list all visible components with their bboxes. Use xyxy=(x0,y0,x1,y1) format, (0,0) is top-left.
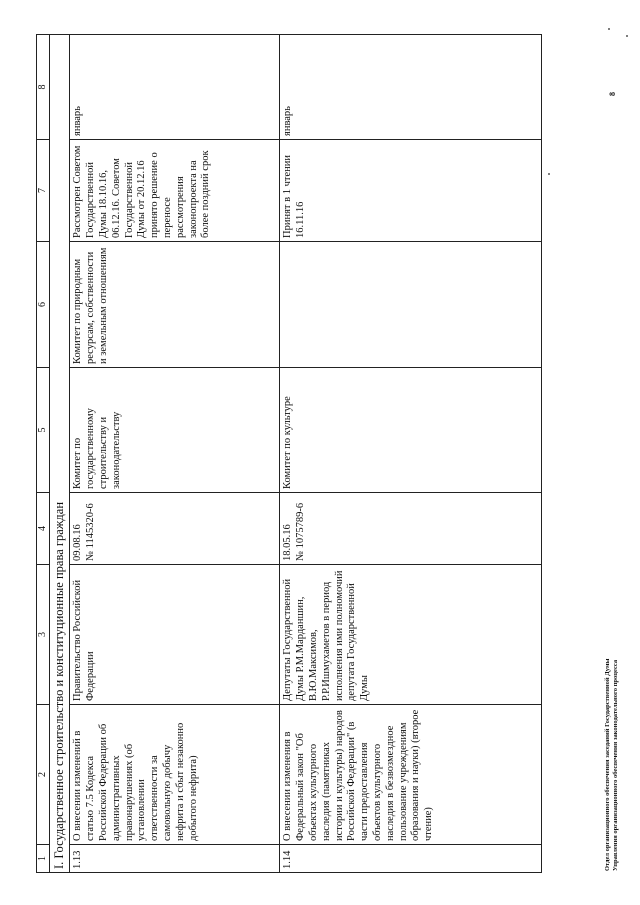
registration-date: 18.05.16 xyxy=(282,524,294,561)
column-header-3: 3 xyxy=(37,565,50,705)
table-row xyxy=(280,35,542,873)
bill-title: О внесении изменения в Федеральный закон "Об объектах культурного наследия (памятниках истории и культуры) народов Российской Федерации" (в части предоставления объектов культурного наследия в безвозмездное пользование учреждениям образования и науки) (второе чтение) xyxy=(280,705,542,845)
bill-status: Рассмотрен Советом Государственной Думы 18.10.16, 06.12.16. Советом Государственной Думы от 20.12.16 принято решение о переносе рассмотрения законопроекта на более поздний срок xyxy=(70,140,280,242)
responsible-committee: Комитет по культуре xyxy=(280,368,542,493)
responsible-committee: Комитет по государственному строительству и законодательству xyxy=(70,368,280,493)
column-header-2: 2 xyxy=(37,705,50,845)
registration-number: № 1145320-6 xyxy=(85,503,97,561)
column-header-6: 6 xyxy=(37,242,50,368)
co-executor-committee xyxy=(280,242,542,368)
registration-date: 09.08.16 xyxy=(72,524,84,561)
row-number: 1.13 xyxy=(70,845,280,873)
bill-plan-table xyxy=(36,34,542,873)
footer-department xyxy=(604,659,621,871)
bill-author: Депутаты Государственной Думы Р.М.Марданшин, В.Ю.Максимов, Р.Р.Ишмухаметов в период исполнения ими полномочий депутата Государственной Думы xyxy=(280,565,542,705)
planned-month: январь xyxy=(280,35,542,140)
bill-title: О внесении изменений в статью 7.5 Кодекса Российской Федерации об административных правонарушениях (об установлении ответственности за самовольную добычу нефрита и сбыт незаконно добытого нефрита) xyxy=(70,705,280,845)
scan-speck xyxy=(548,173,550,175)
row-number: 1.14 xyxy=(280,845,542,873)
bill-registration xyxy=(70,493,280,565)
section-title: I. Государственное строительство и конституционные права граждан xyxy=(50,35,70,873)
page-number: 8 xyxy=(608,92,617,96)
scan-speck xyxy=(608,28,610,30)
section-row xyxy=(50,35,70,873)
bill-registration xyxy=(280,493,542,565)
column-header-1: 1 xyxy=(37,845,50,873)
bill-status: Принят в 1 чтении 16.11.16 xyxy=(280,140,542,242)
column-number-row xyxy=(37,35,50,873)
column-header-5: 5 xyxy=(37,368,50,493)
footer-line-2: Управления организационного обеспечения законодательного процесса xyxy=(612,659,620,871)
co-executor-committee: Комитет по природным ресурсам, собственности и земельным отношениям xyxy=(70,242,280,368)
bill-author: Правительство Российской Федерации xyxy=(70,565,280,705)
column-header-8: 8 xyxy=(37,35,50,140)
table-row xyxy=(70,35,280,873)
registration-number: № 1075789-6 xyxy=(295,502,307,561)
scan-speck xyxy=(626,35,628,37)
planned-month: январь xyxy=(70,35,280,140)
footer-line-1: Отдел организационного обеспечения заседаний Государственной Думы xyxy=(604,658,611,871)
column-header-7: 7 xyxy=(37,140,50,242)
column-header-4: 4 xyxy=(37,493,50,565)
